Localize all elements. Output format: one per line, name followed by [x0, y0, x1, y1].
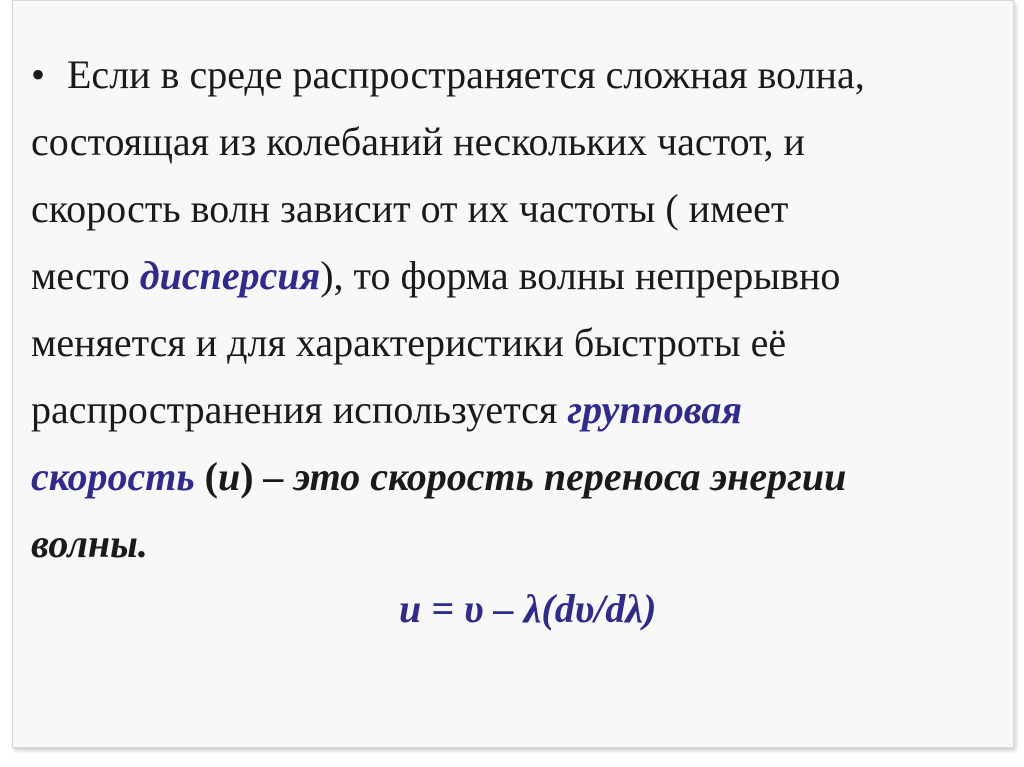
text-line-5 [31, 309, 991, 376]
text-line-7 [31, 443, 991, 510]
slide [12, 0, 1014, 748]
text-line-2 [31, 108, 991, 175]
text-line-6 [31, 376, 991, 443]
slide-body-text [31, 41, 991, 577]
text-segment: распространения используется [31, 387, 558, 432]
text-line-1 [31, 41, 991, 108]
text-line-3 [31, 175, 991, 242]
bullet-marker: • [31, 52, 46, 97]
text-paren-close: ) [240, 454, 254, 499]
text-segment: ), то форма волны непрерывно [320, 253, 841, 298]
text-segment: состоящая из колебаний нескольких частот, и [31, 119, 805, 164]
text-segment: скорость волн зависит от их частоты ( имеет [31, 186, 789, 231]
term-velocity: скорость [31, 454, 195, 499]
term-group: групповая [567, 387, 742, 432]
definition-text: – это скорость переноса энергии [263, 454, 847, 499]
text-segment: Если в среде распространяется сложная волна, [67, 52, 865, 97]
text-segment: место [31, 253, 130, 298]
text-paren-open: ( [204, 454, 218, 499]
text-line-8 [31, 510, 991, 577]
text-segment: меняется и для характеристики быстроты её [31, 320, 787, 365]
text-line-4 [31, 242, 991, 309]
definition-text-end: волны. [31, 521, 148, 566]
symbol-u: u [217, 454, 241, 499]
group-velocity-formula: u = υ – λ(dυ/dλ) [399, 586, 657, 631]
term-dispersion: дисперсия [139, 253, 321, 298]
